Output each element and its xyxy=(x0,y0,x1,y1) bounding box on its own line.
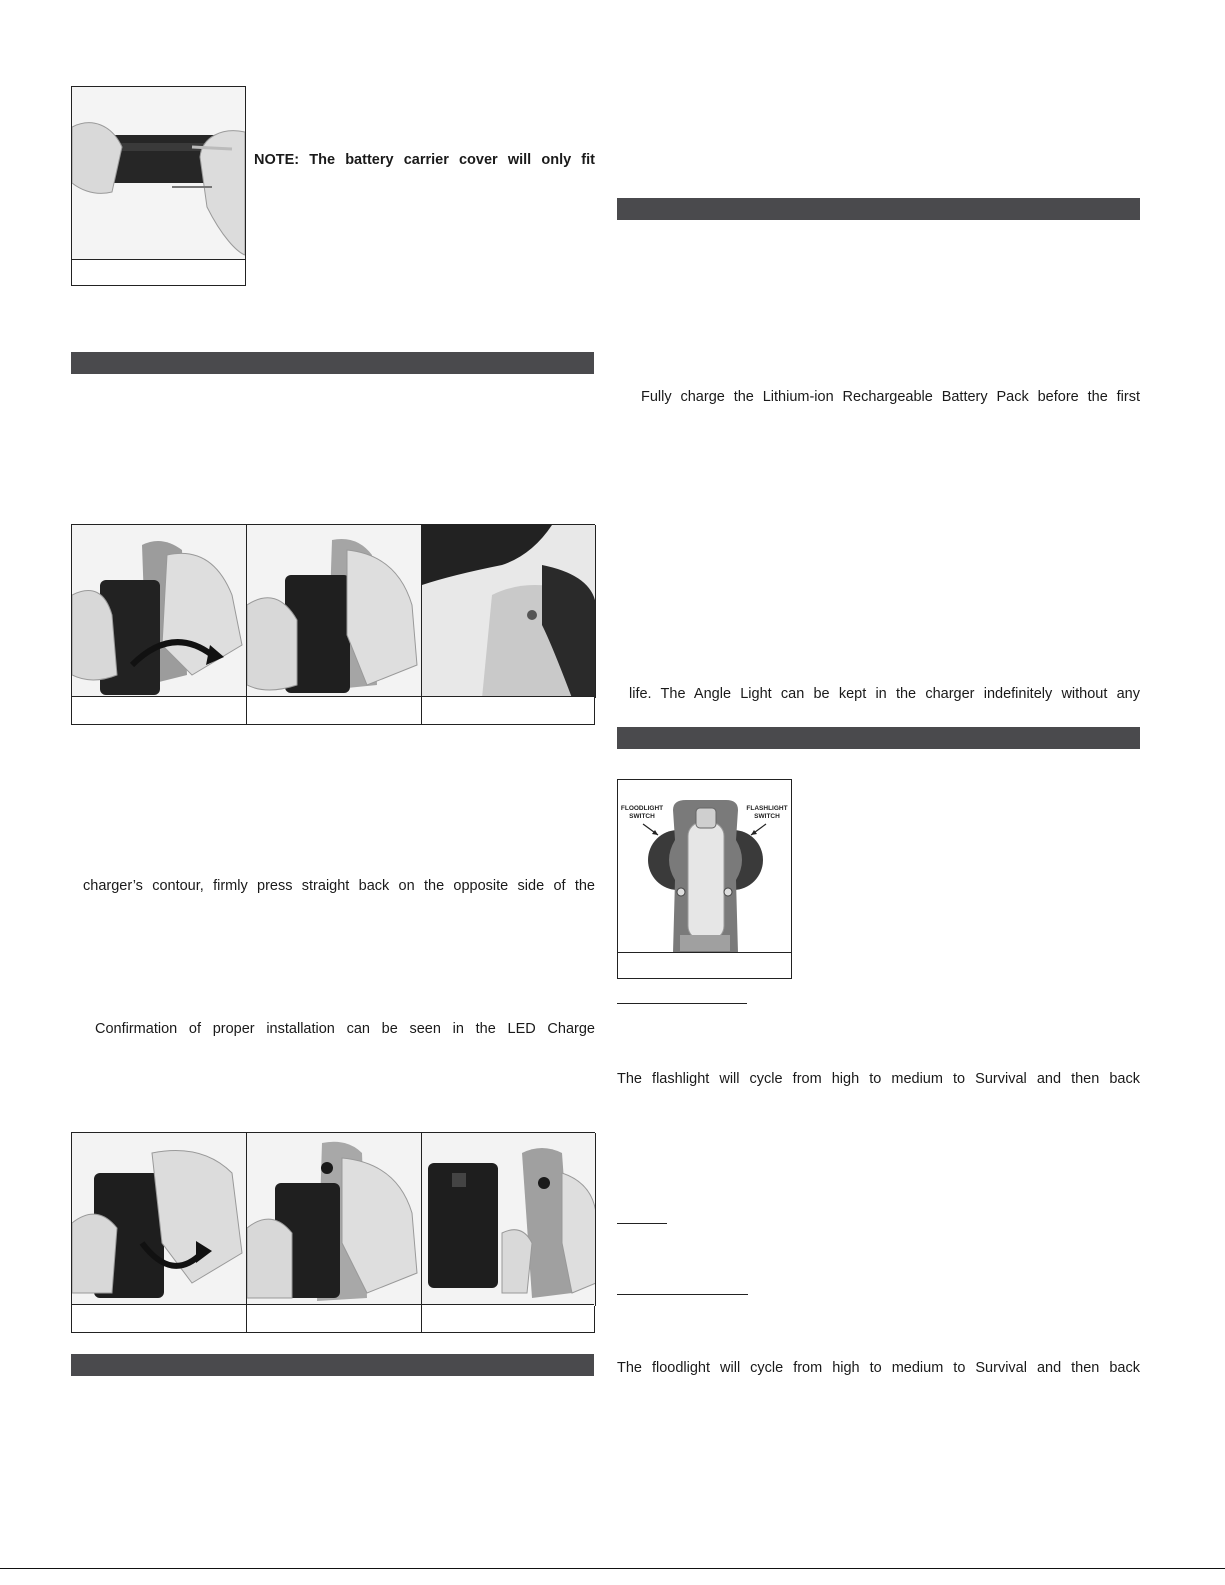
subheading-underline xyxy=(617,1223,667,1224)
angle-light-back-photo xyxy=(618,780,791,953)
battery-cover-photo xyxy=(72,87,245,260)
section-bar xyxy=(617,198,1140,220)
figure-caption xyxy=(72,259,245,285)
section-bar xyxy=(71,352,594,374)
removal-photo-separated xyxy=(422,1133,596,1306)
footer-rule xyxy=(0,1568,1225,1569)
subheading-underline xyxy=(617,1003,747,1004)
floodlight-cycle-text: The floodlight will cycle from high to medium to Survival and then back xyxy=(617,1360,1140,1376)
install-photo-rotate xyxy=(72,525,247,698)
charger-text: life. The Angle Light can be kept in the charger indefinitely without any xyxy=(629,686,1140,702)
floodlight-switch-label: FLOODLIGHT SWITCH xyxy=(620,805,664,820)
install-photo-cell xyxy=(72,525,247,698)
install-figure-strip-2 xyxy=(71,1132,595,1333)
flashlight-cycle-text: The flashlight will cycle from high to medium to Survival and then back xyxy=(617,1071,1140,1087)
install-photo-closeup xyxy=(422,525,596,698)
switch-figure xyxy=(617,779,792,979)
subheading-underline xyxy=(617,1294,748,1295)
section-bar xyxy=(71,1354,594,1376)
note-text: NOTE: The battery carrier cover will only fit xyxy=(254,152,595,168)
removal-photo-cell xyxy=(422,1133,596,1306)
section-bar xyxy=(617,727,1140,749)
figure-caption-row xyxy=(72,1304,594,1332)
removal-photo-cell xyxy=(72,1133,247,1306)
removal-photo-cell xyxy=(247,1133,422,1306)
install-photo-press xyxy=(247,525,422,698)
install-photo-cell xyxy=(247,525,422,698)
removal-photo-press xyxy=(247,1133,422,1306)
install-figure-strip-1 xyxy=(71,524,595,725)
figure-caption-row xyxy=(72,696,594,724)
figure-caption xyxy=(618,952,791,978)
removal-photo-rotate xyxy=(72,1133,247,1306)
install-photo-cell xyxy=(422,525,596,698)
charge-text: Fully charge the Lithium-ion Rechargeable Battery Pack before the first xyxy=(641,389,1140,405)
flashlight-switch-label: FLASHLIGHT SWITCH xyxy=(746,805,788,820)
install-text-contour: charger’s contour, firmly press straight back on the opposite side of the xyxy=(83,878,595,894)
battery-cover-figure xyxy=(71,86,246,286)
install-text-confirmation: Confirmation of proper installation can be seen in the LED Charge xyxy=(95,1021,595,1037)
